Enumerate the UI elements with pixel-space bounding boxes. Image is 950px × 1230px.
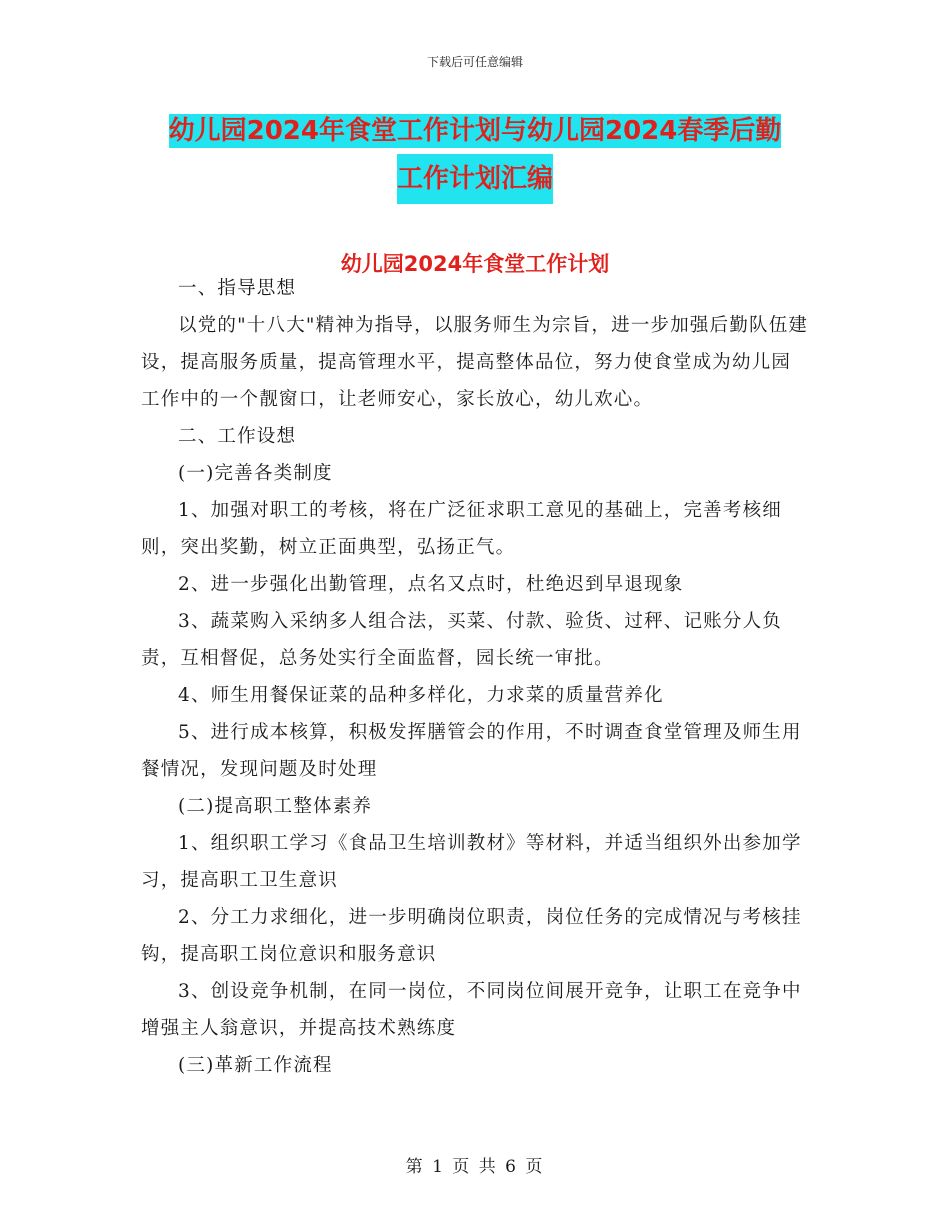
list-item: 4、师生用餐保证菜的品种多样化，力求菜的质量营养化: [178, 685, 664, 706]
subheading: (二)提高职工整体素养: [178, 796, 373, 817]
heading-work-plan: 二、工作设想: [178, 426, 297, 447]
paragraph: 以党的"十八大"精神为指导，以服务师生为宗旨，进一步加强后勤队伍建设，提高服务质量，提高管理水平，提高整体品位，努力使食堂成为幼儿园工作中的一个靓窗口，让老师安心，家长放心，幼儿欢心。: [141, 315, 809, 410]
header-note: 下载后可任意编辑: [426, 55, 523, 69]
list-item: 5、进行成本核算，积极发挥膳管会的作用，不时调查食堂管理及师生用餐情况，发现问题及时处理: [141, 722, 802, 780]
list-item: 2、分工力求细化，进一步明确岗位职责，岗位任务的完成情况与考核挂钩，提高职工岗位意识和服务意识: [141, 907, 802, 965]
list-item: 1、组织职工学习《食品卫生培训教材》等材料，并适当组织外出参加学习，提高职工卫生意识: [141, 833, 802, 891]
subheading: (三)革新工作流程: [178, 1055, 333, 1076]
title-line-2: 工作计划汇编: [397, 154, 553, 204]
title-line-1: 幼儿园2024年食堂工作计划与幼儿园2024春季后勤: [168, 116, 782, 146]
section-title: 幼儿园2024年食堂工作计划: [340, 252, 610, 276]
list-item: 2、进一步强化出勤管理，点名又点时，杜绝迟到早退现象: [178, 574, 684, 595]
heading-guiding-ideology: 一、指导思想: [178, 278, 297, 299]
document-body: [141, 270, 809, 1084]
page-footer: 第 1 页 共 6 页: [405, 1157, 545, 1177]
list-item: 3、创设竞争机制，在同一岗位，不同岗位间展开竞争，让职工在竞争中增强主人翁意识，并提高技术熟练度: [141, 981, 802, 1039]
document-title: [0, 108, 950, 204]
list-item: 3、蔬菜购入采纳多人组合法，买菜、付款、验货、过秤、记账分人负责，互相督促，总务处实行全面监督，园长统一审批。: [141, 611, 782, 669]
list-item: 1、加强对职工的考核，将在广泛征求职工意见的基础上，完善考核细则，突出奖勤，树立正面典型，弘扬正气。: [141, 500, 782, 558]
subheading: (一)完善各类制度: [178, 463, 333, 484]
